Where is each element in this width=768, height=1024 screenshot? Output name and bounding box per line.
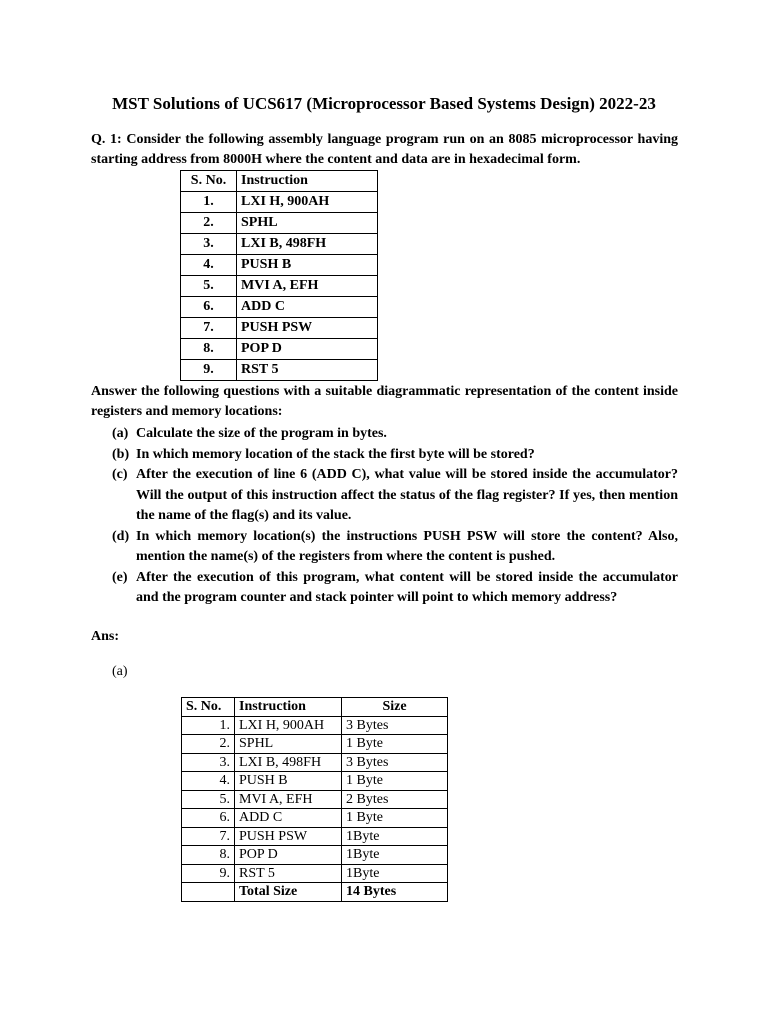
- cell-sno: 2.: [182, 735, 235, 754]
- cell-instruction: PUSH PSW: [235, 827, 342, 846]
- cell-instruction: LXI H, 900AH: [235, 716, 342, 735]
- question-label: (e): [112, 569, 128, 585]
- table-row: [181, 360, 378, 381]
- cell-instruction: LXI B, 498FH: [237, 234, 378, 255]
- table-row: [182, 864, 448, 883]
- cell-size: 1Byte: [342, 827, 448, 846]
- cell-instruction: RST 5: [237, 360, 378, 381]
- cell-sno: 5.: [182, 790, 235, 809]
- cell-sno: 1.: [181, 192, 237, 213]
- table-row: [181, 276, 378, 297]
- table-row: [182, 735, 448, 754]
- header-instruction: Instruction: [237, 171, 378, 192]
- table-row: [182, 846, 448, 865]
- cell-sno: 8.: [181, 339, 237, 360]
- cell-instruction: PUSH B: [237, 255, 378, 276]
- question-text: After the execution of line 6 (ADD C), what value will be stored inside the accumulator? Will the output of this instruction affect the status of the flag register? If yes, then mention the name of the flag(s) and its value.: [136, 467, 678, 523]
- table-row: [181, 213, 378, 234]
- question-item-d: [112, 527, 678, 568]
- table-row: [181, 234, 378, 255]
- cell-size: 1 Byte: [342, 735, 448, 754]
- question-text: After the execution of this program, what content will be stored inside the accumulator and the program counter and stack pointer will point to which memory address?: [136, 569, 678, 605]
- cell-instruction: ADD C: [235, 809, 342, 828]
- cell-sno: 7.: [181, 318, 237, 339]
- cell-size: 3 Bytes: [342, 716, 448, 735]
- total-empty-cell: [182, 883, 235, 902]
- answer-label: Ans:: [91, 629, 120, 644]
- cell-instruction: PUSH B: [235, 772, 342, 791]
- cell-sno: 7.: [182, 827, 235, 846]
- page-title: MST Solutions of UCS617 (Microprocessor Based Systems Design) 2022-23: [112, 94, 656, 113]
- cell-sno: 5.: [181, 276, 237, 297]
- table-row: [181, 255, 378, 276]
- question-item-a: [112, 424, 678, 445]
- cell-instruction: LXI B, 498FH: [235, 753, 342, 772]
- header-sno: S. No.: [181, 171, 237, 192]
- cell-sno: 3.: [182, 753, 235, 772]
- question-intro: Q. 1: Consider the following assembly language program run on an 8085 microprocessor having starting address from 8000H where the content and data are in hexadecimal form.: [91, 132, 678, 167]
- size-table: [181, 697, 448, 902]
- cell-instruction: MVI A, EFH: [237, 276, 378, 297]
- question-item-c: [112, 465, 678, 527]
- table-row: [182, 827, 448, 846]
- answer-instructions: Answer the following questions with a suitable diagrammatic representation of the content inside registers and memory locations:: [91, 384, 678, 419]
- cell-size: 3 Bytes: [342, 753, 448, 772]
- cell-size: 1Byte: [342, 846, 448, 865]
- question-text: In which memory location(s) the instructions PUSH PSW will store the content? Also, mention the name(s) of the registers from where the content is pushed.: [136, 528, 678, 564]
- question-label: (b): [112, 446, 130, 462]
- cell-sno: 4.: [181, 255, 237, 276]
- table-row: [182, 716, 448, 735]
- answer-part-a-label: (a): [112, 664, 128, 679]
- cell-instruction: MVI A, EFH: [235, 790, 342, 809]
- question-label: (a): [112, 426, 129, 441]
- table-row: [182, 809, 448, 828]
- cell-sno: 3.: [181, 234, 237, 255]
- cell-instruction: PUSH PSW: [237, 318, 378, 339]
- table-row: [182, 790, 448, 809]
- cell-sno: 4.: [182, 772, 235, 791]
- cell-instruction: LXI H, 900AH: [237, 192, 378, 213]
- cell-instruction: RST 5: [235, 864, 342, 883]
- total-row: [182, 883, 448, 902]
- size-table-header: [182, 698, 448, 717]
- cell-sno: 6.: [181, 297, 237, 318]
- header-sno: S. No.: [182, 698, 235, 717]
- table-row: [182, 772, 448, 791]
- cell-sno: 6.: [182, 809, 235, 828]
- cell-instruction: POP D: [235, 846, 342, 865]
- header-instruction: Instruction: [235, 698, 342, 717]
- cell-size: 1 Byte: [342, 772, 448, 791]
- table-row: [181, 192, 378, 213]
- total-label: Total Size: [235, 883, 342, 902]
- question-item-b: [112, 445, 678, 466]
- cell-size: 1Byte: [342, 864, 448, 883]
- question-list: [112, 424, 678, 609]
- question-label: (c): [112, 467, 128, 482]
- program-table: [180, 170, 378, 381]
- cell-sno: 9.: [181, 360, 237, 381]
- cell-sno: 9.: [182, 864, 235, 883]
- cell-instruction: SPHL: [237, 213, 378, 234]
- cell-size: 2 Bytes: [342, 790, 448, 809]
- table-row: [181, 339, 378, 360]
- cell-instruction: ADD C: [237, 297, 378, 318]
- table-row: [182, 753, 448, 772]
- total-value: 14 Bytes: [342, 883, 448, 902]
- table-row: [181, 297, 378, 318]
- question-text: Calculate the size of the program in bytes.: [136, 426, 387, 441]
- cell-instruction: SPHL: [235, 735, 342, 754]
- question-item-e: [112, 568, 678, 609]
- cell-size: 1 Byte: [342, 809, 448, 828]
- header-size: Size: [342, 698, 448, 717]
- cell-sno: 2.: [181, 213, 237, 234]
- cell-sno: 8.: [182, 846, 235, 865]
- cell-sno: 1.: [182, 716, 235, 735]
- cell-instruction: POP D: [237, 339, 378, 360]
- question-text: In which memory location of the stack the first byte will be stored?: [136, 446, 535, 462]
- table-row: [181, 318, 378, 339]
- program-table-header: [181, 171, 378, 192]
- question-label: (d): [112, 528, 130, 544]
